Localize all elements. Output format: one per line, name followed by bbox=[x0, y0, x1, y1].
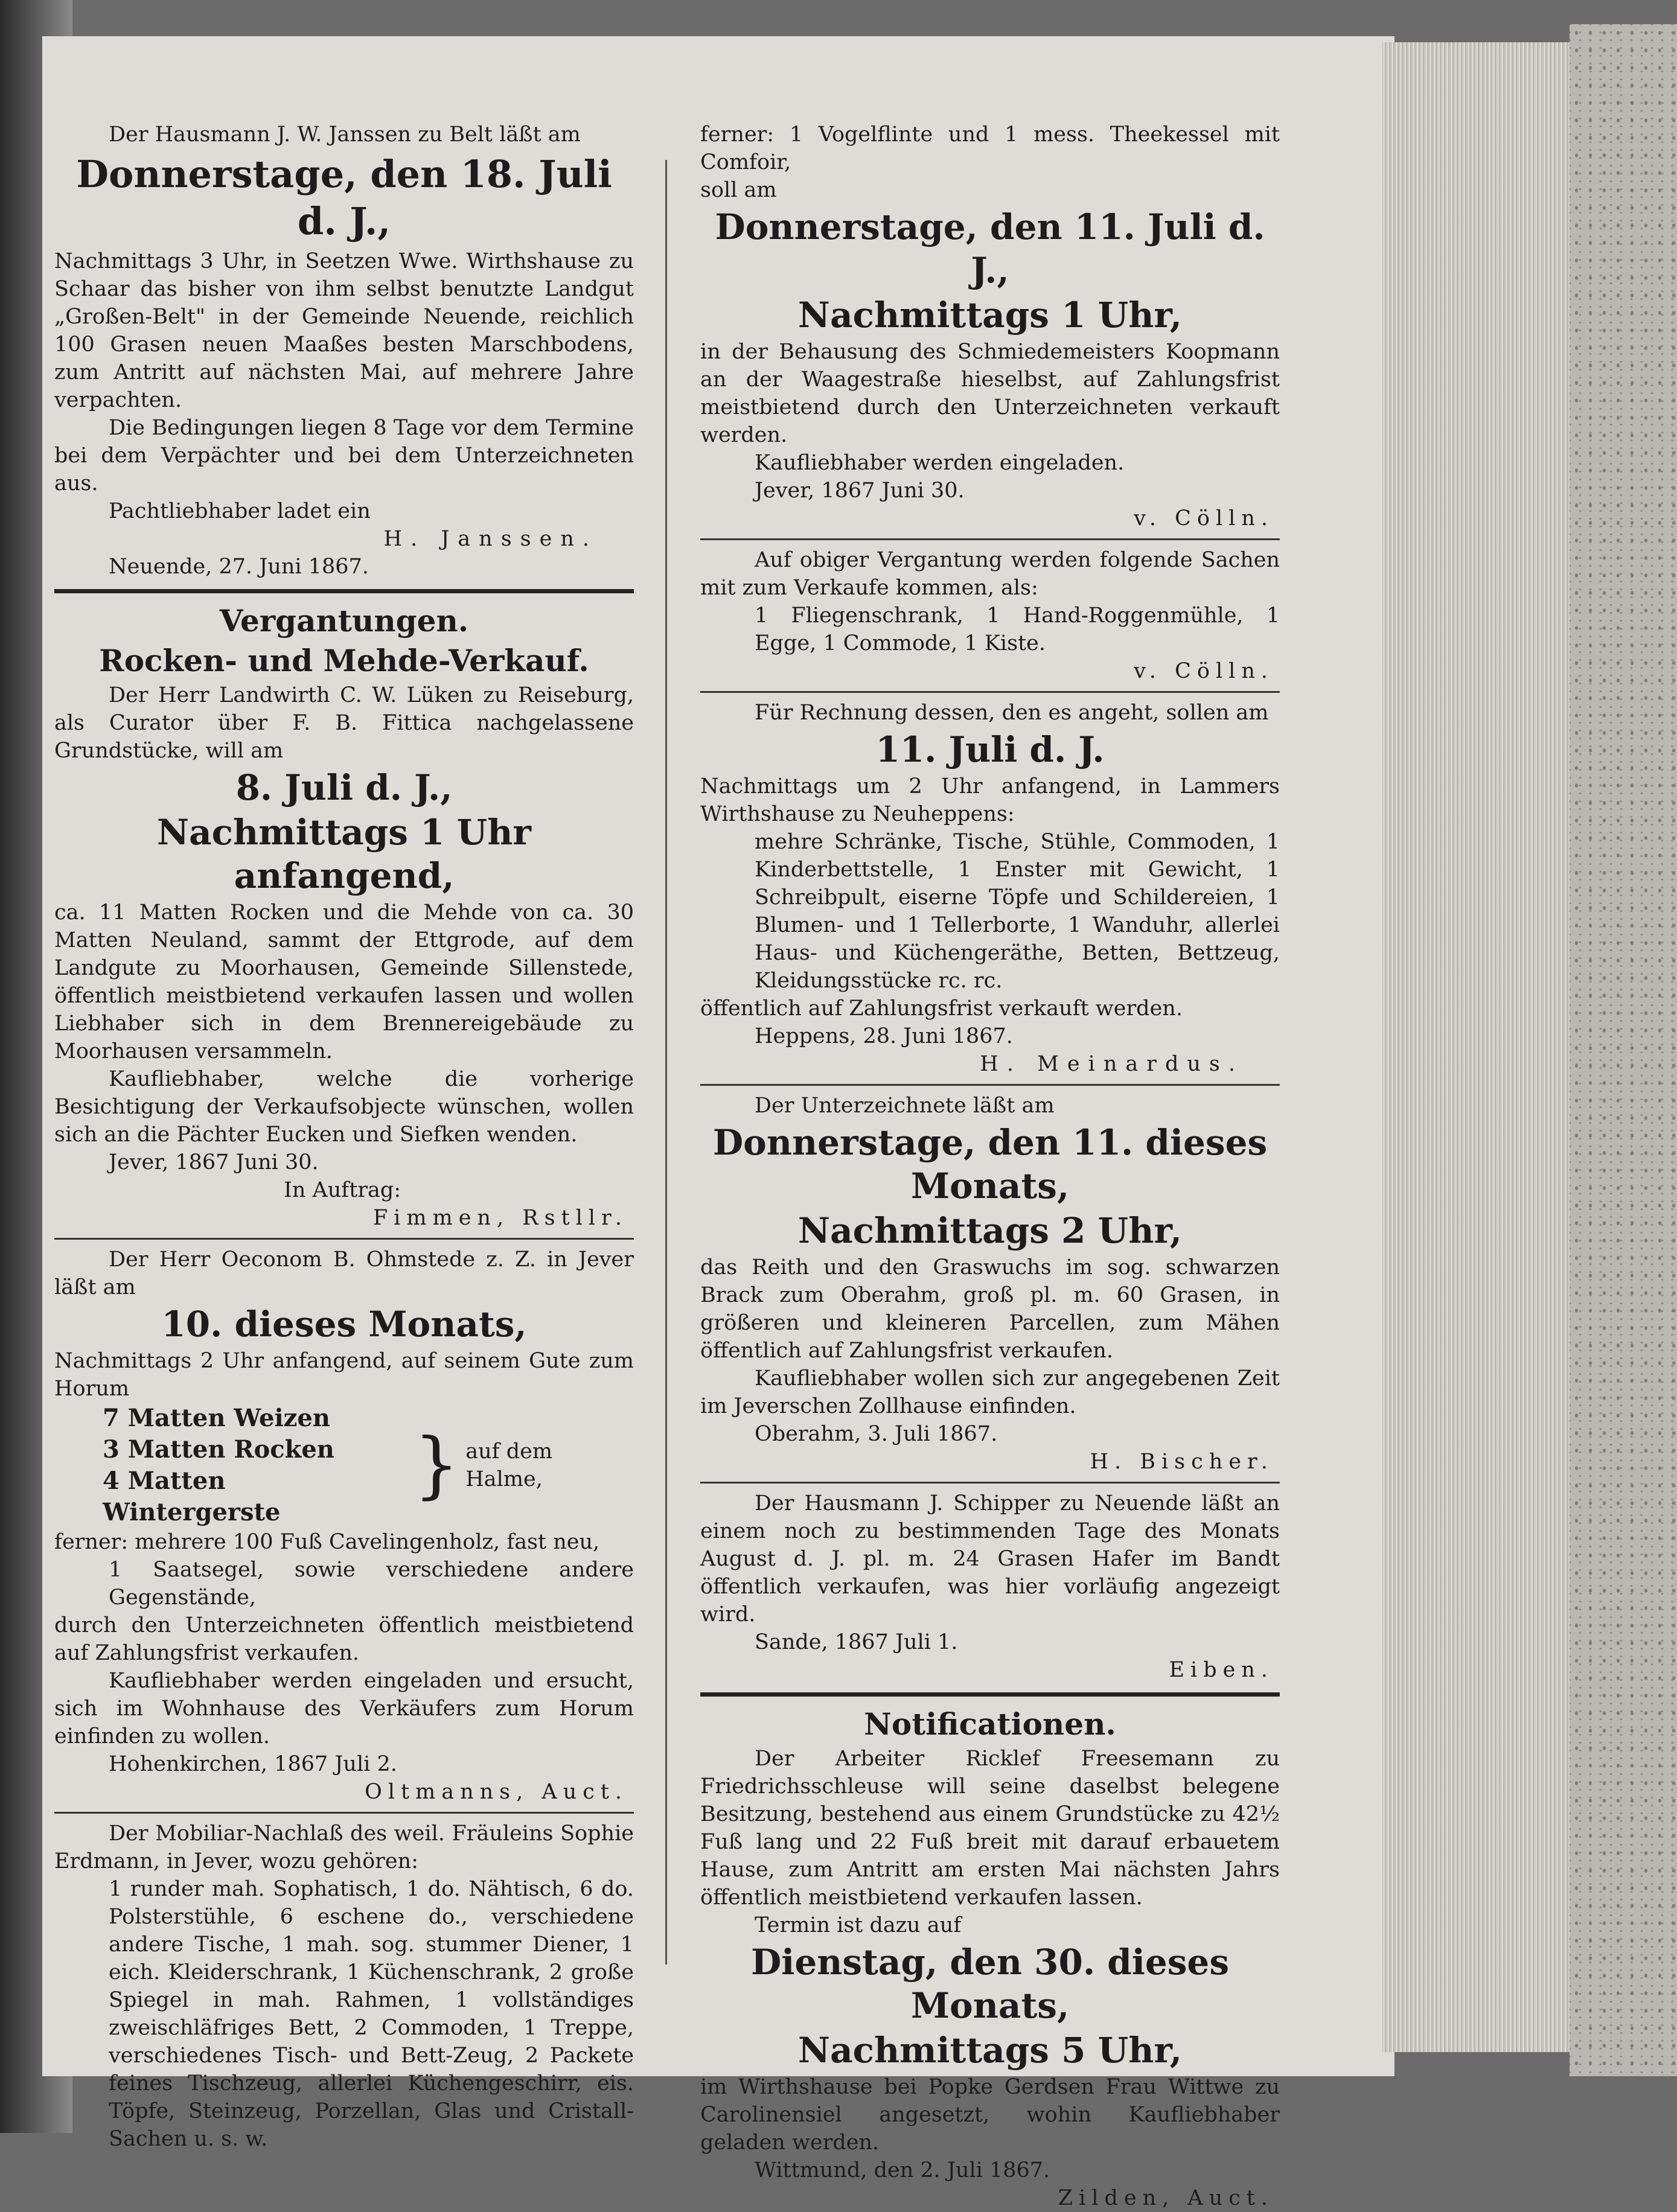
notice-place-date: Jever, 1867 Juni 30. bbox=[755, 479, 965, 503]
notice-text: das Reith und den Graswuchs im sog. schwarzen Brack zum Oberahm, groß pl. m. 60 Grasen, in größeren und kleineren Parcellen, zum Mähen öffentlich auf Zahlungsfrist verkaufen. bbox=[700, 1255, 1280, 1363]
notice-janssen bbox=[54, 121, 634, 581]
notice-signature: Eiben. bbox=[1169, 1658, 1274, 1682]
notice-ohmstede bbox=[54, 1246, 634, 1806]
notice-text: Nachmittags 3 Uhr, in Seetzen Wwe. Wirthshause zu Schaar das bisher von ihm selbst benutzte Landgut „Großen-Belt" in der Gemeinde Neuende, reichlich 100 Grasen neuen Maaßes besten Marschbodens, zum Antritt auf nächsten Mai, auf mehrere Jahre verpachten. bbox=[54, 249, 634, 412]
notice-koopmann bbox=[700, 121, 1280, 532]
notice-time: Nachmittags 2 Uhr, bbox=[798, 1210, 1182, 1251]
notice-text-2: im Wirthshause bei Popke Gerdsen Frau Wittwe zu Carolinensiel angesetzt, wohin Kaufliebhaber geladen werden. bbox=[700, 2075, 1280, 2155]
notice-place-date: Wittmund, den 2. Juli 1867. bbox=[755, 2158, 1050, 2182]
notice-invite: Pachtliebhaber ladet ein bbox=[109, 499, 371, 523]
notice-text: Der Hausmann J. Schipper zu Neuende läßt an einem noch zu bestimmenden Tage des Monats August d. J. pl. m. 24 Grasen Hafer im Bandt öffentlich verkaufen, was hier vorläufig angezeigt wird. bbox=[700, 1491, 1280, 1627]
notice-rule bbox=[700, 1084, 1280, 1086]
notice-rule bbox=[700, 538, 1280, 540]
notice-signature: Oltmanns, Auct. bbox=[365, 1780, 628, 1804]
notice-soll: soll am bbox=[700, 178, 777, 202]
notice-meinardus bbox=[700, 699, 1280, 1078]
crop-note: auf dem Halme, bbox=[465, 1439, 553, 1491]
notice-item-list: mehre Schränke, Tische, Stühle, Commoden, 1 Kinderbettstelle, 1 Enster mit Gewicht, 1 Schreibpult, eiserne Töpfe und Schildereien, 1 Blumen- und 1 Tellerborte, 1 Wanduhr, allerlei Haus- und Küchengeräthe, Betten, Bettzeug, Kleidungsstücke rc. rc. bbox=[755, 830, 1280, 993]
crop-items bbox=[54, 1403, 407, 1528]
notice-text-2: öffentlich auf Zahlungsfrist verkauft werden. bbox=[700, 996, 1183, 1021]
crop-item: 3 Matten Rocken bbox=[103, 1435, 334, 1464]
notice-termin: Termin ist dazu auf bbox=[755, 1913, 962, 1937]
right-column bbox=[700, 121, 1280, 2212]
notice-further: ferner: 1 Vogelflinte und 1 mess. Theekessel mit Comfoir, bbox=[700, 123, 1280, 174]
section-heading: Notificationen. bbox=[864, 1706, 1116, 1742]
notice-signature: H. Meinardus. bbox=[980, 1052, 1244, 1076]
notice-info: Kaufliebhaber wollen sich zur angegebenen Zeit im Jeverschen Zollhause einfinden. bbox=[700, 1366, 1280, 1418]
notice-place-date: Heppens, 28. Juni 1867. bbox=[755, 1024, 1013, 1048]
section-rule bbox=[700, 1692, 1280, 1697]
notice-place-date: Neuende, 27. Juni 1867. bbox=[109, 555, 369, 579]
notice-intro: Der Mobiliar-Nachlaß des weil. Fräuleins Sophie Erdmann, in Jever, wozu gehören: bbox=[54, 1822, 634, 1873]
notice-text: Nachmittags um 2 Uhr anfangend, in Lammers Wirthshause zu Neuheppens: bbox=[700, 774, 1280, 826]
notice-signature: H. Janssen. bbox=[383, 527, 598, 551]
notice-intro: Der Hausmann J. W. Janssen zu Belt läßt am bbox=[109, 123, 581, 147]
notice-rule bbox=[54, 1238, 634, 1240]
notice-text: ca. 11 Matten Rocken und die Mehde von ca. 30 Matten Neuland, sammt der Ettgrode, auf dem Landgute zu Moorhausen, Gemeinde Sillenstede, öffentlich meistbietend verkaufen lassen und wollen Liebhaber sich in dem Brennereigebäude zu Moorhausen versammeln. bbox=[54, 900, 634, 1063]
notice-title: Rocken- und Mehde-Verkauf. bbox=[99, 643, 589, 678]
book-cover bbox=[1570, 24, 1677, 2076]
notice-lueken bbox=[54, 642, 634, 1232]
notice-signature: Zilden, Auct. bbox=[1058, 2186, 1274, 2210]
notice-item-list: 1 Fliegenschrank, 1 Hand-Roggenmühle, 1 Egge, 1 Commode, 1 Kiste. bbox=[755, 604, 1280, 655]
notice-info: Kaufliebhaber, welche die vorherige Besichtigung der Verkaufsobjecte wünschen, wollen sich an die Pächter Eucken und Siefken wenden. bbox=[54, 1067, 634, 1147]
notice-place-date: Oberahm, 3. Juli 1867. bbox=[755, 1422, 998, 1446]
notice-time: Nachmittags 5 Uhr, bbox=[798, 2030, 1182, 2071]
notice-intro: Der Unterzeichnete läßt am bbox=[755, 1094, 1055, 1118]
notice-rule bbox=[54, 1812, 634, 1814]
notice-intro: Auf obiger Vergantung werden folgende Sachen mit zum Verkaufe kommen, als: bbox=[700, 548, 1280, 600]
notice-freesemann bbox=[700, 1745, 1280, 2212]
section-heading: Vergantungen. bbox=[219, 603, 469, 639]
notice-date: 8. Juli d. J., bbox=[235, 767, 453, 808]
notice-intro: Für Rechnung dessen, den es angeht, sollen am bbox=[755, 701, 1269, 725]
notice-place-date: Sande, 1867 Juli 1. bbox=[755, 1630, 958, 1654]
section-rule bbox=[54, 589, 634, 593]
column-divider bbox=[665, 160, 667, 1965]
notice-text: in der Behausung des Schmiedemeisters Koopmann an der Waagestraße hieselbst, auf Zahlungsfrist meistbietend durch den Unterzeichneten verkauft werden. bbox=[700, 340, 1280, 447]
notice-further: ferner: mehrere 100 Fuß Cavelingenholz, fast neu, bbox=[54, 1530, 600, 1554]
brace: } bbox=[413, 1423, 460, 1507]
notice-text: Der Arbeiter Ricklef Freesemann zu Friedrichsschleuse will seine daselbst belegene Besitzung, bestehend aus einem Grundstücke zu 42½ Fuß lang und 22 Fuß breit mit darauf erbauetem Hause, zum Antritt am ersten Mai nächsten Jahrs öffentlich meistbietend verkaufen lassen. bbox=[700, 1747, 1280, 1910]
notice-text-2: durch den Unterzeichneten öffentlich meistbietend auf Zahlungsfrist verkaufen. bbox=[54, 1613, 634, 1665]
notice-date: 10. dieses Monats, bbox=[161, 1304, 527, 1345]
notice-date: Donnerstage, den 11. Juli d. J., bbox=[715, 206, 1265, 291]
notice-further-2: 1 Saatsegel, sowie verschiedene andere Gegenstände, bbox=[109, 1558, 634, 1610]
notice-date: Donnerstage, den 11. dieses Monats, bbox=[712, 1122, 1268, 1206]
notice-conditions: Die Bedingungen liegen 8 Tage vor dem Termine bei dem Verpächter und bei dem Unterzeichneten aus. bbox=[54, 416, 634, 496]
notice-rule bbox=[700, 1482, 1280, 1484]
notice-date: Dienstag, den 30. dieses Monats, bbox=[751, 1942, 1229, 2026]
notice-info: Kaufliebhaber werden eingeladen. bbox=[755, 451, 1125, 475]
notice-bischer bbox=[700, 1092, 1280, 1476]
left-column bbox=[54, 121, 634, 2153]
crop-list bbox=[54, 1403, 634, 1528]
notice-intro: Der Herr Oeconom B. Ohmstede z. Z. in Jever läßt am bbox=[54, 1248, 634, 1299]
notice-rule bbox=[700, 691, 1280, 693]
notice-signature: Fimmen, Rstllr. bbox=[372, 1206, 628, 1230]
crop-item: 7 Matten Weizen bbox=[103, 1404, 330, 1432]
notice-signature: v. Cölln. bbox=[1134, 506, 1274, 531]
notice-signature: H. Bischer. bbox=[1090, 1450, 1274, 1474]
notice-coelln-addendum bbox=[700, 546, 1280, 685]
notice-intro: Der Herr Landwirth C. W. Lüken zu Reiseburg, als Curator über F. B. Fittica nachgelassene Grundstücke, will am bbox=[54, 683, 634, 763]
notice-time: Nachmittags 1 Uhr, bbox=[798, 295, 1182, 336]
notice-text: Nachmittags 2 Uhr anfangend, auf seinem Gute zum Horum bbox=[54, 1349, 634, 1401]
notice-date: Donnerstage, den 18. Juli d. J., bbox=[76, 152, 612, 243]
notice-date: 11. Juli d. J. bbox=[875, 729, 1105, 770]
notice-place-date: Jever, 1867 Juni 30. bbox=[109, 1150, 319, 1175]
notice-schipper bbox=[700, 1490, 1280, 1684]
notice-signature: v. Cölln. bbox=[1134, 659, 1274, 683]
notice-time: Nachmittags 1 Uhr anfangend, bbox=[157, 812, 531, 896]
notice-commission: In Auftrag: bbox=[284, 1178, 401, 1202]
notice-place-date: Hohenkirchen, 1867 Juli 2. bbox=[109, 1752, 397, 1776]
notice-item-list: 1 runder mah. Sophatisch, 1 do. Nähtisch, 6 do. Polsterstühle, 6 eschene do., verschiedene andere Tische, 1 mah. sog. stummer Diener, 1 eich. Kleiderschrank, 1 Küchenschrank, 2 große Spiegel in mah. Rahmen, 1 vollständiges zweischläfriges Bett, 2 Commoden, 1 Treppe, verschiedenes Tisch- und Bett-Zeug, 2 Packete feines Tischzeug, allerlei Küchengeschirr, eis. Töpfe, Steinzeug, Porzellan, Glas und Cristall-Sachen u. s. w. bbox=[109, 1877, 634, 2151]
notice-info: Kaufliebhaber werden eingeladen und ersucht, sich im Wohnhause des Verkäufers zum Horum einfinden zu wollen. bbox=[54, 1669, 634, 1748]
crop-item: 4 Matten Wintergerste bbox=[103, 1467, 281, 1526]
page-stack-edge bbox=[1382, 42, 1582, 2052]
notice-erdmann bbox=[54, 1820, 634, 2153]
